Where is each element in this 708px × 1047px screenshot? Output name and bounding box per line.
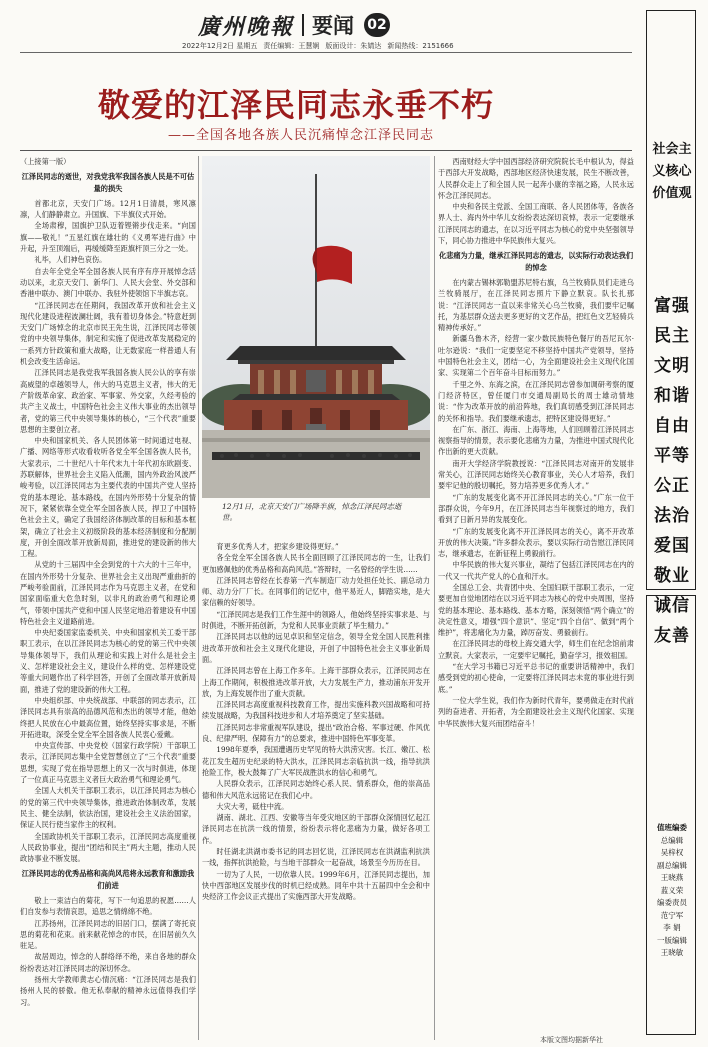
article-column-2 bbox=[202, 541, 430, 1042]
paragraph: 中央宣传部、中央党校（国家行政学院）干部职工表示，江泽民同志集中全党智慧创立了“三个代表”重要思想，实现了党在指导思想上的又一次与时俱进，体现了一位真正马克思主义者巨大政治勇气和理论勇气。 bbox=[20, 741, 196, 785]
core-value: 民主 bbox=[654, 326, 690, 346]
designer-credit: 版面设计：朱婧达 bbox=[325, 42, 382, 50]
paragraph: 江泽民同志曾在上海工作多年。上海干部群众表示，江泽民同志在上海工作期间，积极推进改革开放，大力发展生产力，推动浦东开发开放，为上海发展作出了重大贡献。 bbox=[202, 666, 430, 698]
paragraph: 江泽民同志是我党我军我国各族人民公认的享有崇高威望的卓越领导人，伟大的马克思主义者，伟大的无产阶级革命家、政治家、军事家、外交家，久经考验的共产主义战士，中国特色社会主义伟大事业的杰出领导者，党的第三代中央领导集体的核心，“三个代表”重要思想的主要创立者。 bbox=[20, 368, 196, 434]
paragraph: 江泽民同志以他的远见卓识和坚定信念，领导全党全国人民胜利推进改革开放和社会主义现代化建设，开创了中国特色社会主义事业新局面。 bbox=[202, 632, 430, 664]
tiananmen-photo bbox=[202, 156, 430, 498]
paragraph: 礼毕，人们神色哀伤。 bbox=[34, 255, 107, 265]
paragraph: 一切为了人民，一切依靠人民。1999年6月，江泽民同志提出，加快中西部地区发展步伐的时机已经成熟。同年中共十五届四中全会和中央经济工作会议正式提出了实施西部大开发战略。 bbox=[202, 869, 430, 902]
editor-line: 吴梓权 bbox=[660, 848, 684, 857]
paper-name: 廣州晚報 bbox=[198, 13, 295, 40]
paragraph: 全国人大机关干部职工表示，以江泽民同志为核心的党的第三代中央领导集体，推进政治体制改革，发展民主、健全法制，依法治国，建设社会主义法治国家，保证人民行使当家作主的权利。 bbox=[20, 786, 196, 830]
paragraph: 西南财经大学中国西部经济研究院院长毛中根认为，得益于西部大开发战略，西部地区经济快速发展，民生不断改善，人民群众走上了和全国人民一起奔小康的幸福之路，人民永远怀念江泽民同志。 bbox=[438, 157, 634, 200]
top-rule bbox=[20, 52, 632, 53]
paragraph: 扬州大学教师黄志心情沉痛：“江泽民同志是我们扬州人民的骄傲。他无私奉献的精神永远值得我们学习。 bbox=[20, 975, 196, 1007]
paragraph: 在江泽民同志的母校上海交通大学，师生们在纪念馆前肃立默哀。大家表示，一定要牢记嘱托，勤奋学习，报效祖国。 bbox=[438, 639, 634, 660]
editor-line: 王晓燕 bbox=[660, 873, 684, 882]
photo-caption: 12月1日，北京天安门广场降半旗，悼念江泽民同志逝世。 bbox=[222, 502, 402, 522]
editor-head: 值班编委 bbox=[657, 823, 687, 832]
paragraph: 1998年夏季，我国遭遇历史罕见的特大洪涝灾害。长江、嫩江、松花江发生超历史纪录的特大洪水，江泽民同志亲临抗洪一线，指导抗洪抢险工作，极大鼓舞了广大军民战胜洪水的信心和勇气。 bbox=[202, 745, 430, 777]
core-values-title: 社会主义核心价值观 bbox=[652, 142, 692, 201]
date: 2022年12月2日 星期五 bbox=[182, 42, 258, 50]
headline-rule bbox=[20, 150, 632, 151]
paragraph: 故居周边，悼念的人群络绎不绝，来自各地的群众纷纷表达对江泽民同志的深切怀念。 bbox=[20, 952, 196, 973]
core-value: 文明 bbox=[654, 356, 690, 376]
column-divider bbox=[434, 156, 435, 1040]
editor-line: 李 娟 bbox=[663, 923, 681, 932]
paragraph: 在广东、浙江、海南、上海等地，人们回顾着江泽民同志视察指导的情景，表示要化悲痛为力量，为推进中国式现代化作出新的更大贡献。 bbox=[438, 424, 634, 457]
core-value: 爱国 bbox=[654, 536, 690, 556]
paragraph: 江泽民同志的逝世，对我党我军我国各族人民是不可估量的损失 bbox=[21, 172, 195, 193]
editor-list bbox=[653, 822, 691, 960]
page-number: 02 bbox=[364, 13, 390, 37]
paragraph: 大灾大考，砥柱中流。 bbox=[216, 801, 289, 811]
paragraph: “江泽民同志在任期间，我国改革开放和社会主义现代化建设进程波澜壮阔，我有着切身体会。”特意赶到天安门广场悼念的北京市民王先生说，江泽民同志带领党的中央领导集体，制定和实施了促进改革发展稳定的一系列方针政策和重大战略，让无数家庭一样普通人有机会改变生活命运。 bbox=[20, 300, 196, 367]
paragraph: “广东的发展变化离不开江泽民同志的关心，离不开改革开放的伟大决策。”许多群众表示，要以实际行动告慰江泽民同志，继承遗志，在新征程上勇毅前行。 bbox=[438, 526, 634, 559]
paragraph: 湖南、湖北、江西、安徽等当年受灾地区的干部群众深情回忆起江泽民同志在抗洪一线的情景，纷纷表示将化悲痛为力量，做好各项工作。 bbox=[202, 813, 430, 845]
paragraph: “在大学习书籍已习近平总书记的重要讲话精神中，我们感受到党的初心使命，一定要将江泽民同志未竟的事业进行到底。” bbox=[438, 662, 634, 694]
editor-credit: 责任编辑：王慧娴 bbox=[263, 42, 320, 50]
core-value: 自由 bbox=[654, 416, 690, 436]
editor-line: 编委责员 bbox=[657, 898, 687, 907]
paragraph: （上接第一版） bbox=[20, 157, 71, 166]
section-name: 要闻 bbox=[312, 13, 355, 38]
masthead bbox=[198, 10, 390, 40]
masthead-divider bbox=[302, 14, 304, 36]
paragraph: 南开大学经济学院教授说：“江泽民同志对南开的发展非常关心，江泽民同志始终关心教育事业，关心人才培养，我们要牢记他的殷切嘱托，努力培养更多优秀人才。” bbox=[438, 458, 634, 491]
paragraph: 中央和各民主党派、全国工商联、各人民团体等，各族各界人士、海内外中华儿女纷纷表达深切哀悼，表示一定要继承江泽民同志的遗志，在以习近平同志为核心的党中央坚强领导下，同心协力推进中华民族伟大复兴。 bbox=[438, 202, 634, 246]
core-value: 法治 bbox=[654, 506, 690, 526]
core-values-box bbox=[646, 10, 696, 646]
paragraph: 人民群众表示，江泽民同志始终心系人民、情系群众，他的崇高品德和伟大风范永远铭记在我们心中。 bbox=[202, 779, 430, 800]
paragraph: “江泽民同志是我们工作生涯中的领路人，他始终坚持实事求是、与时俱进，不断开拓创新，为党和人民事业贡献了毕生精力。” bbox=[202, 609, 430, 631]
paragraph: 时任湖北洪湖市委书记的同志回忆说，江泽民同志在洪湖监利抗洪一线，指挥抗洪抢险，与当地干部群众一起奋战，场景至今历历在目。 bbox=[202, 847, 430, 868]
paragraph: 全场肃穆，国旗护卫队迈着铿锵步伐走来。“向国旗——敬礼！”五星红旗在雄壮的《义勇军进行曲》中升起，升至顶端后，再缓缓降至距旗杆顶三分之一处。 bbox=[20, 221, 196, 254]
core-value: 富强 bbox=[654, 296, 690, 316]
core-value: 公正 bbox=[654, 476, 690, 496]
paragraph: “广东的发展变化离不开江泽民同志的关心。”广东一位干部群众说，今年9月，在江泽民同志当年视察过的地方，我们看到了日新月异的发展变化。 bbox=[438, 492, 634, 525]
paragraph: 江苏扬州，江泽民同志的旧居门口，摆满了寄托哀思的菊花和花束。前来献花悼念的市民，在旧居前久久驻足。 bbox=[20, 918, 196, 951]
editor-box bbox=[646, 595, 696, 1035]
editor-line: 副总编辑 bbox=[657, 860, 687, 870]
hotline: 新闻热线：2151666 bbox=[387, 42, 454, 50]
paragraph: 江泽民同志高度重视科技教育工作，提出实施科教兴国战略和可持续发展战略，为我国科技进步和人才培养奠定了坚实基础。 bbox=[202, 700, 430, 721]
paragraph: 全国政协机关干部职工表示，江泽民同志高度重视人民政协事业，提出“团结和民主”两大主题，推动人民政协事业不断发展。 bbox=[20, 831, 196, 864]
paragraph: 从党的十三届四中全会到党的十六大的十三年中，在国内外形势十分复杂、世界社会主义出现严重曲折的严峻考验面前，江泽民同志作为马克思主义者，在党和国家面临重大危急时刻，以非凡的政治勇气和理论勇气，带领中国共产党和中国人民坚定地沿着建设有中国特色社会主义道路前进。 bbox=[20, 560, 196, 626]
core-value: 敬业 bbox=[654, 566, 690, 586]
paragraph: 在内蒙古锡林郭勒盟苏尼特右旗，乌兰牧骑队员们走进乌兰牧骑展厅，在江泽民同志照片下静立默哀。队长扎那说：“江泽民同志一直以来非常关心乌兰牧骑，我们要牢记嘱托，为基层群众送去更多更好的文艺作品，把红色文艺轻骑兵精神传承好。” bbox=[438, 277, 634, 333]
paragraph: 一位大学生说，我们作为新时代青年，要勇做走在时代前列的奋进者、开拓者，为全面建设社会主义现代化国家、实现中华民族伟大复兴而团结奋斗！ bbox=[438, 695, 634, 728]
tiananmen-image bbox=[202, 156, 430, 498]
paragraph: 千里之外、东海之滨，在江泽民同志曾参加调研考察的厦门经济特区，曾任厦门市交通局副局长的周士雄动情地说：“作为改革开放的前沿阵地，我们真切感受到江泽民同志的关怀和指导。我们要继承遗志，把特区建设得更好。” bbox=[438, 379, 634, 423]
headline: 敬爱的江泽民同志永垂不朽 bbox=[98, 86, 495, 124]
editor-name: 总编辑 bbox=[660, 835, 684, 845]
editor-line: 蓝义荣 bbox=[660, 885, 684, 895]
paragraph: 中央和国家机关、各人民团体第一时间通过电视、广播、网络等形式收看收听各党全军全国各族人民书，大家表示，二十世纪八十年代末九十年代初东欧剧变、苏联解体，世界社会主义陷入低潮，国内外政治风波严峻考验，以江泽民同志为主要代表的中国共产党人坚持党的基本理论、基本路线，在国内外形势十分复杂的情况下，紧紧依靠全党全军全国各族人民，捍卫了中国特色社会主义，确定了我国经济体制改革的目标和基本框架，确立了社会主义初级阶段的基本经济制度和分配制度，开创全面改革开放新局面，推进党的建设新的伟大工程。 bbox=[20, 436, 196, 559]
paragraph: 江泽民同志的优秀品格和高尚风范将永远教育和激励我们前进 bbox=[21, 869, 195, 890]
paragraph: 敬上一束洁白的菊花，写下一句追思的祝愿……人们自发参与表情哀思，追思之情绵绵不绝。 bbox=[20, 896, 196, 917]
paragraph: 江泽民同志曾经在长春第一汽车制造厂动力处担任处长、副总动力师、动力分厂厂长。在同事们的记忆中，他平易近人，脚踏实地，是大家信赖的好领导。 bbox=[202, 575, 430, 608]
paragraph: 全国总工会、共青团中央、全国妇联干部职工表示，一定要更加自觉地团结在以习近平同志为核心的党中央周围，坚持党的基本理论、基本路线、基本方略，深刻领悟“两个确立”的决定性意义，增强“四个意识”、坚定“四个自信”、做到“两个维护”，将悲痛化为力量，踔厉奋发、勇毅前行。 bbox=[438, 582, 634, 638]
article-column-3 bbox=[438, 156, 634, 1036]
paragraph: 化悲痛为力量，继承江泽民同志的遗志，以实际行动表达我们的悼念 bbox=[438, 251, 634, 272]
paragraph: 育更多优秀人才，把家乡建设得更好。” bbox=[216, 542, 339, 551]
paragraph: 新疆乌鲁木齐，经营一家少数民族特色餐厅的吾尼瓦尔·吐尔逊说：“我们一定要坚定不移坚持中国共产党领导，坚持中国特色社会主义，团结一心，为全面建设社会主义现代化国家、实现第二个百年奋斗目标而努力。” bbox=[438, 334, 634, 378]
paragraph: 江泽民同志非常重视军队建设，提出“政治合格、军事过硬、作风优良、纪律严明、保障有力”的总要求，推进中国特色军事变革。 bbox=[202, 722, 430, 744]
subheadline: ——全国各地各族人民沉痛悼念江泽民同志 bbox=[168, 128, 435, 143]
editor-line: 范宁军 bbox=[660, 910, 684, 920]
core-value: 诚信 bbox=[654, 596, 690, 616]
editor-line: 一版编辑 bbox=[657, 935, 687, 945]
core-value: 平等 bbox=[654, 446, 690, 466]
core-value: 和谐 bbox=[654, 386, 690, 406]
paragraph: 中央组织部、中央统战部、中联部的同志表示，江泽民同志具有崇高的品德风范和杰出的领导才能，他始终把人民放在心中最高位置，始终坚持实事求是，不断开拓进取，深受全党全军全国各族人民衷心爱戴。 bbox=[20, 695, 196, 739]
paragraph: 中央纪委国家监委机关、中央和国家机关工委干部职工表示，在以江泽民同志为核心的党的第三代中央领导集体领导下，我们从理论和实践上对什么是社会主义、怎样建设社会主义，建设什么样的党、怎样建设党等重大问题作出了科学回答，开创了全面改革开放新局面，推进了党的建设新的伟大工程。 bbox=[20, 628, 196, 694]
core-value: 友善 bbox=[654, 626, 690, 646]
editor-line: 王晓敏 bbox=[660, 948, 684, 957]
paragraph: 中华民族的伟大复兴事业，凝结了包括江泽民同志在内的一代又一代共产党人的心血和汗水。 bbox=[438, 560, 634, 581]
paragraph: 自去年全党全军全国各族人民有序有序开展悼念活动以来，北京天安门、新华门、人民大会堂、外交部和香港中联办、澳门中联办、我驻外使领馆下半旗志哀。 bbox=[20, 266, 196, 299]
paragraph: 各全党全军全国各族人民书全面回顾了江泽民同志的一生，让我们更加感佩他的优秀品格和高尚风范。”答辩时，一名曾经的学生说…… bbox=[202, 553, 430, 574]
dateline bbox=[182, 41, 632, 51]
column-divider bbox=[198, 156, 199, 1040]
footer-credit: 本版文图均据新华社 bbox=[540, 1036, 603, 1044]
article-column-1 bbox=[20, 156, 196, 1042]
sidebar bbox=[646, 10, 696, 1040]
paragraph: 首都北京，天安门广场。12月1日清晨，寒风凛凛，人们静静肃立。升国旗、下半旗仪式开始。 bbox=[20, 198, 196, 220]
